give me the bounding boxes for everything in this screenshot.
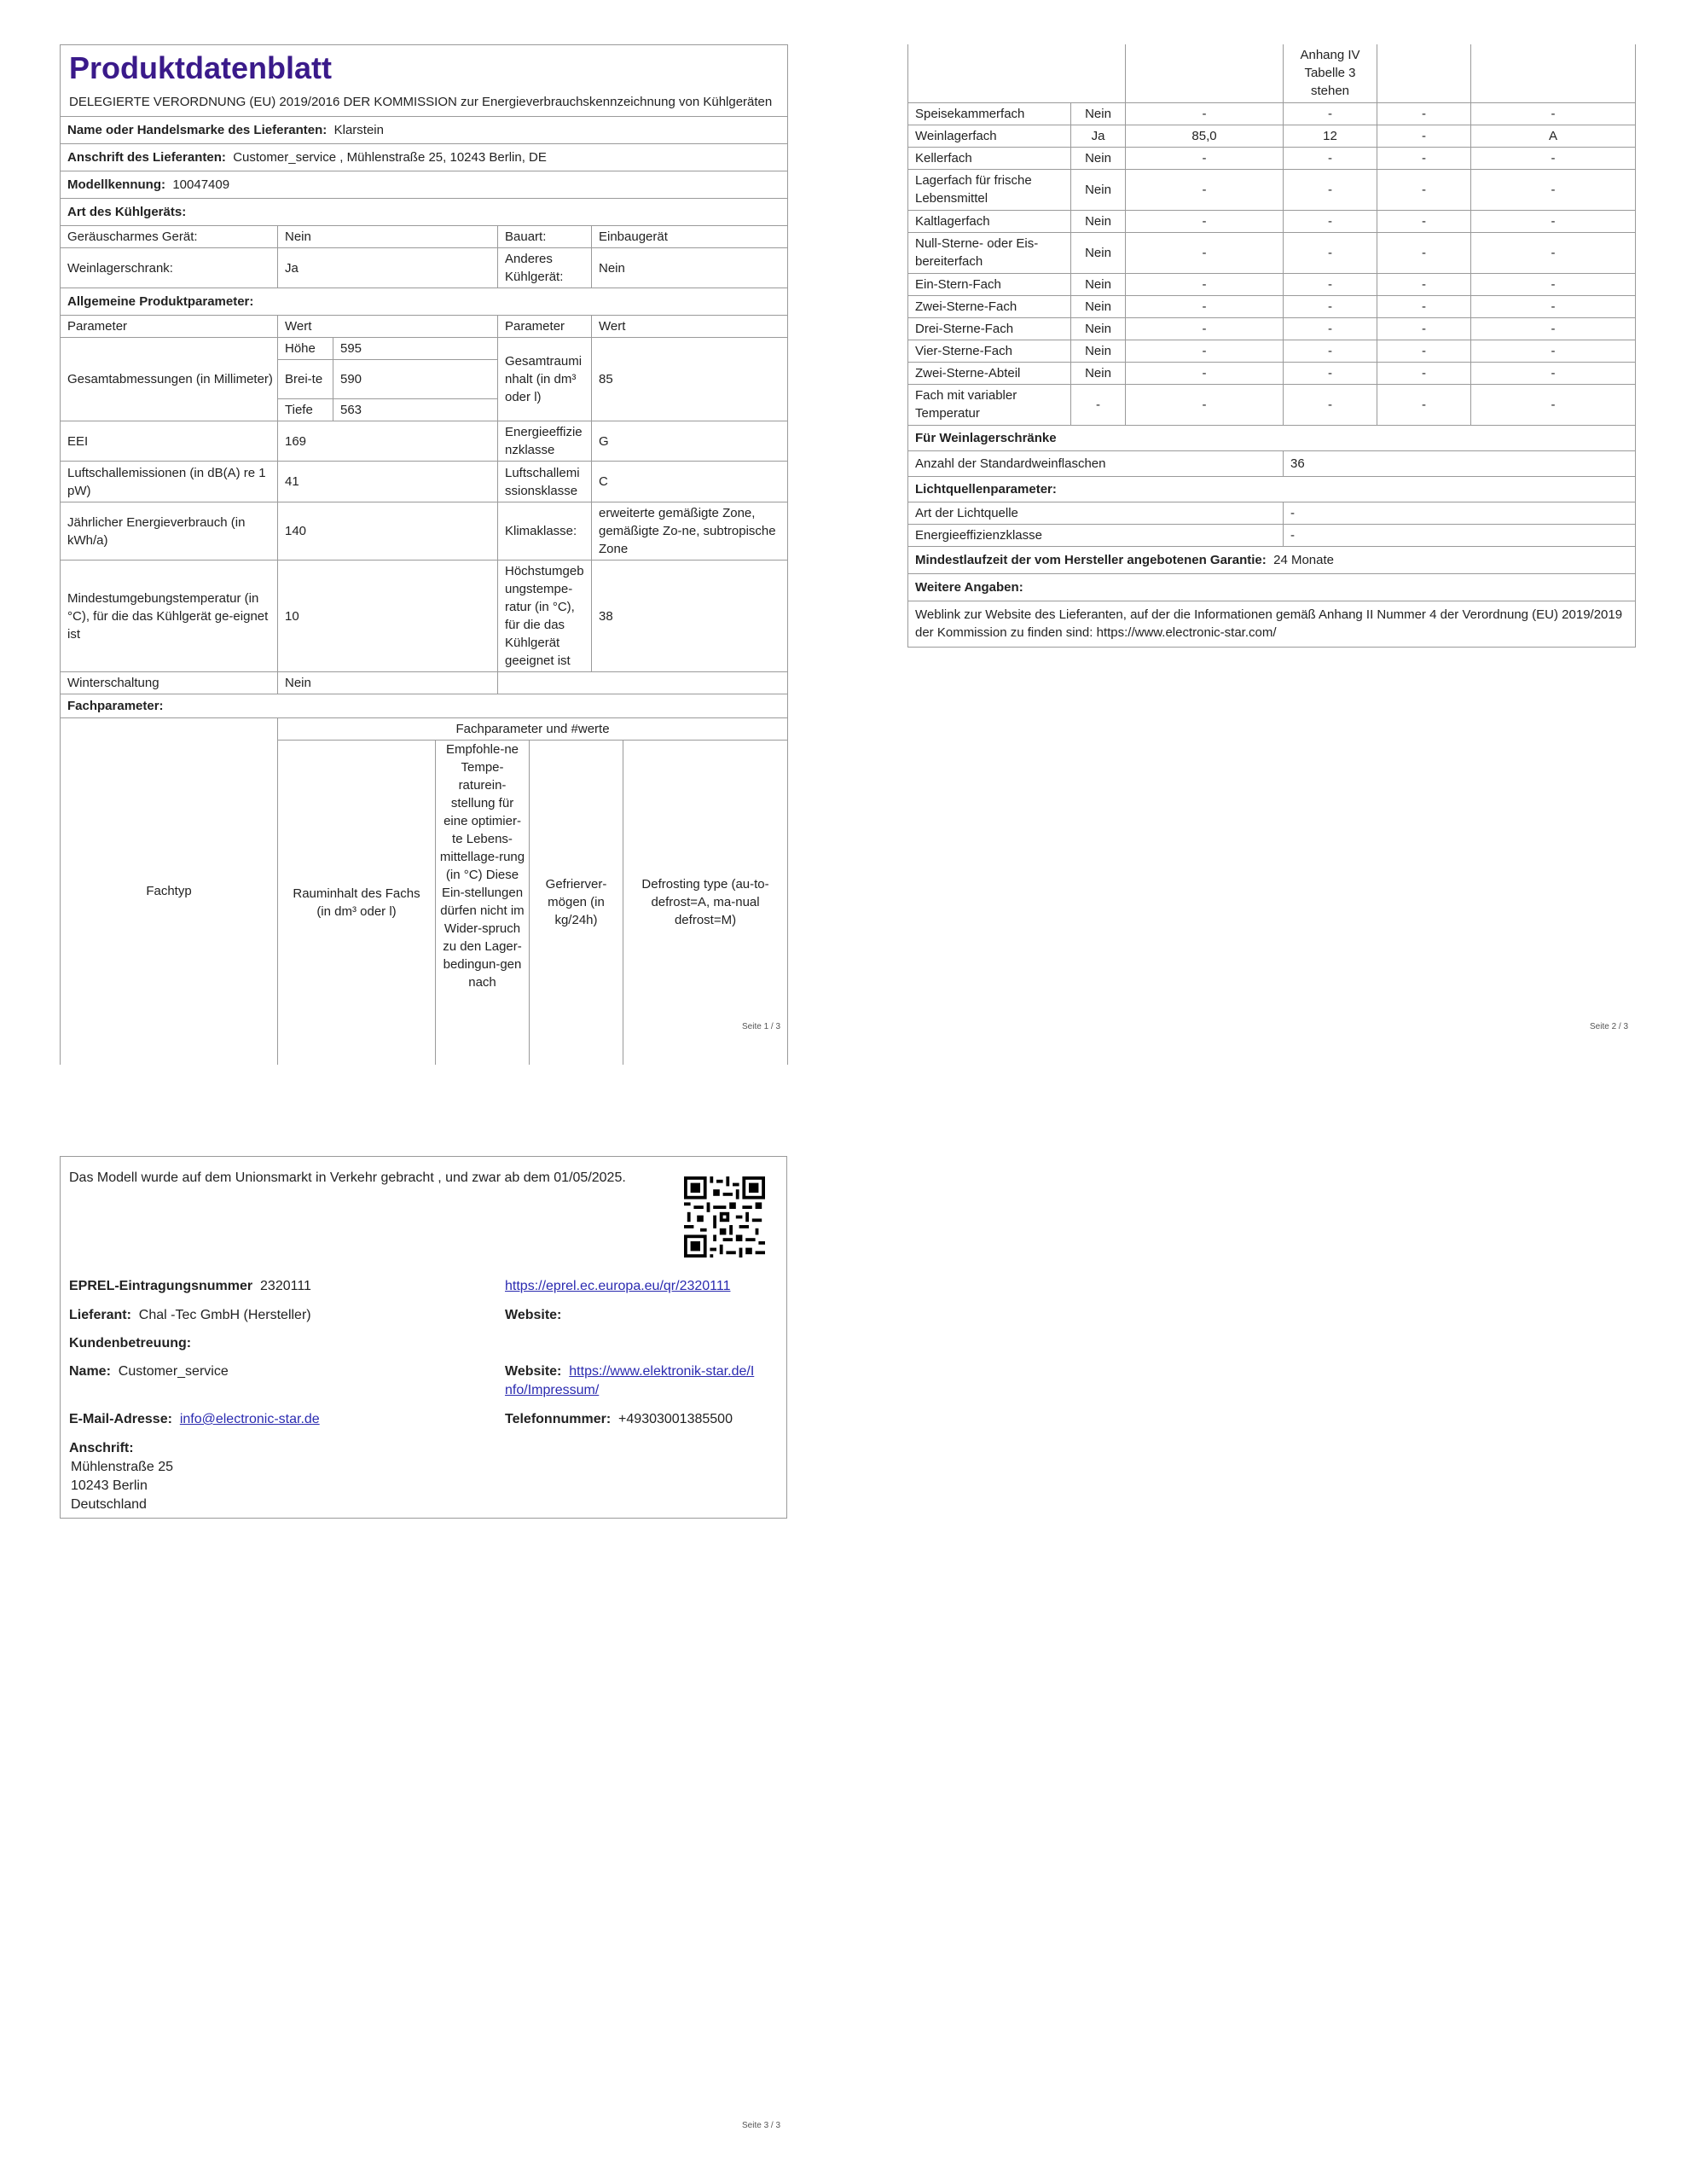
compartment-value: - bbox=[1377, 147, 1471, 169]
light-param-label: Art der Lichtquelle bbox=[908, 502, 1284, 524]
compartment-value: - bbox=[1284, 340, 1377, 362]
compartment-name: Zwei-Sterne-Fach bbox=[908, 295, 1071, 317]
model-label: Modellkennung: bbox=[67, 177, 165, 192]
compartment-row bbox=[908, 125, 1636, 147]
warranty-row bbox=[908, 546, 1636, 573]
compartment-value: - bbox=[1126, 210, 1284, 232]
type-cell: Anderes Kühlgerät: bbox=[498, 248, 592, 288]
param-value: 169 bbox=[278, 421, 498, 462]
phone-value: +49303001385500 bbox=[618, 1412, 733, 1426]
compartment-value: - bbox=[1377, 384, 1471, 425]
phone-label: Telefonnummer: bbox=[505, 1412, 612, 1426]
compartment-value: - bbox=[1126, 102, 1284, 125]
param-label: Luftschallemissionen (in dB(A) re 1 pW) bbox=[61, 462, 278, 502]
dimension-name: Brei-te bbox=[278, 360, 333, 399]
type-heading: Art des Kühlgeräts: bbox=[61, 199, 788, 226]
light-param-value: - bbox=[1284, 524, 1636, 546]
customer-service-heading: Kundenbetreuung: bbox=[69, 1336, 192, 1350]
address-line: Deutschland bbox=[71, 1497, 147, 1512]
compartment-row bbox=[908, 295, 1636, 317]
page-footer: Seite 1 / 3 bbox=[742, 1022, 781, 1031]
compartment-value: - bbox=[1471, 210, 1636, 232]
param-value: erweiterte gemäßigte Zone, gemäßigte Zo-ne, subtropische Zone bbox=[592, 502, 788, 561]
compartment-value: - bbox=[1471, 273, 1636, 295]
customer-website-link[interactable]: https://www.elektronik-star.de/I bbox=[569, 1364, 755, 1379]
compartment-type-header: Fachtyp bbox=[61, 718, 278, 1065]
compartment-value: - bbox=[1377, 273, 1471, 295]
contact-name-label: Name: bbox=[69, 1364, 111, 1379]
page-2 bbox=[907, 44, 1635, 648]
compartment-value: - bbox=[1126, 169, 1284, 210]
compartment-value: - bbox=[1377, 362, 1471, 384]
compartment-value: - bbox=[1284, 362, 1377, 384]
compartment-value: - bbox=[1377, 317, 1471, 340]
compartment-value: - bbox=[1284, 102, 1377, 125]
dimension-name: Höhe bbox=[278, 338, 333, 360]
param-label: EEI bbox=[61, 421, 278, 462]
regulation-subtitle: DELEGIERTE VERORDNUNG (EU) 2019/2016 DER KOMMISSION zur Energieverbrauchskennzeichnung von Kühlgeräten bbox=[69, 95, 773, 109]
compartment-value: Nein bbox=[1071, 232, 1126, 273]
param-header: Parameter bbox=[61, 316, 278, 338]
compartment-value: - bbox=[1126, 273, 1284, 295]
compartment-value: 12 bbox=[1284, 125, 1377, 147]
param-header: Wert bbox=[592, 316, 788, 338]
param-value: 10 bbox=[278, 561, 498, 672]
compartment-value: - bbox=[1126, 362, 1284, 384]
param-value: 140 bbox=[278, 502, 498, 561]
compartment-defrost-header: Defrosting type (au-to-defrost=A, ma-nual defrost=M) bbox=[623, 741, 788, 1065]
compartment-name: Fach mit variabler Temperatur bbox=[908, 384, 1071, 425]
compartment-value: Nein bbox=[1071, 317, 1126, 340]
total-volume-value: 85 bbox=[592, 338, 788, 421]
contact-name-row bbox=[69, 1362, 229, 1381]
dimensions-label: Gesamtabmessungen (in Millimeter) bbox=[61, 338, 278, 421]
compartment-value: - bbox=[1377, 210, 1471, 232]
warranty-value: 24 Monate bbox=[1273, 552, 1334, 567]
compartment-name: Speisekammerfach bbox=[908, 102, 1071, 125]
compartment-value: - bbox=[1126, 317, 1284, 340]
param-label: Energieeffizienzklasse bbox=[498, 421, 592, 462]
supplier-value: Klarstein bbox=[333, 123, 384, 137]
param-value: G bbox=[592, 421, 788, 462]
address-line: Mühlenstraße 25 bbox=[71, 1460, 174, 1474]
compartment-value: A bbox=[1471, 125, 1636, 147]
address-heading: Anschrift: bbox=[69, 1441, 134, 1455]
compartment-value: - bbox=[1284, 317, 1377, 340]
param-value: 38 bbox=[592, 561, 788, 672]
compartment-name: Kaltlagerfach bbox=[908, 210, 1071, 232]
param-value: C bbox=[592, 462, 788, 502]
empty-cell bbox=[498, 672, 788, 694]
light-param-label: Energieeffizienzklasse bbox=[908, 524, 1284, 546]
eprel-value: 2320111 bbox=[260, 1279, 311, 1293]
dimension-name: Tiefe bbox=[278, 399, 333, 421]
compartment-row bbox=[908, 340, 1636, 362]
dimension-value: 595 bbox=[333, 338, 498, 360]
compartment-value: - bbox=[1471, 232, 1636, 273]
product-sheet-table-page-1 bbox=[60, 44, 788, 718]
address-label: Anschrift des Lieferanten: bbox=[67, 150, 226, 165]
empty-cell bbox=[908, 44, 1126, 102]
wine-bottles-label: Anzahl der Standardweinflaschen bbox=[908, 450, 1284, 476]
compartment-header-table bbox=[60, 717, 788, 1065]
compartment-value: - bbox=[1377, 102, 1471, 125]
param-value: 41 bbox=[278, 462, 498, 502]
compartment-value: - bbox=[1377, 340, 1471, 362]
email-link[interactable]: info@electronic-star.de bbox=[179, 1412, 320, 1426]
type-cell: Nein bbox=[278, 226, 498, 248]
supplier-label: Name oder Handelsmarke des Lieferanten: bbox=[67, 123, 328, 137]
compartment-value: - bbox=[1377, 169, 1471, 210]
wine-cabinet-heading: Für Weinlagerschränke bbox=[908, 425, 1636, 450]
supplier-weblink-text: Weblink zur Website des Lieferanten, auf der die Informationen gemäß Anhang II Nummer 4 der Verordnung (EU) 2019/2019 der Kommission zu finden sind: https://www.electronic-star.com/ bbox=[908, 601, 1636, 647]
model-row bbox=[61, 171, 788, 199]
compartment-value: Nein bbox=[1071, 340, 1126, 362]
compartment-value: - bbox=[1471, 362, 1636, 384]
type-cell: Ja bbox=[278, 248, 498, 288]
supplier-label: Lieferant: bbox=[69, 1308, 131, 1322]
winter-switch-label: Winterschaltung bbox=[61, 672, 278, 694]
eprel-link[interactable]: https://eprel.ec.europa.eu/qr/2320111 bbox=[505, 1279, 731, 1293]
total-volume-label: Gesamtrauminhalt (in dm³ oder l) bbox=[498, 338, 592, 421]
compartment-value: Nein bbox=[1071, 295, 1126, 317]
contact-name-value: Customer_service bbox=[118, 1364, 229, 1379]
email-label: E-Mail-Adresse: bbox=[69, 1412, 172, 1426]
param-label: Jährlicher Energieverbrauch (in kWh/a) bbox=[61, 502, 278, 561]
address-row bbox=[61, 144, 788, 171]
compartment-value: - bbox=[1126, 384, 1284, 425]
supplier-row bbox=[61, 117, 788, 144]
email-row bbox=[69, 1410, 320, 1429]
market-placement-text: Das Modell wurde auf dem Unionsmarkt in Verkehr gebracht , und zwar ab dem 01/05/2025. bbox=[69, 1170, 626, 1185]
compartment-name: Null-Sterne- oder Eis-bereiterfach bbox=[908, 232, 1071, 273]
compartment-row bbox=[908, 384, 1636, 425]
compartment-value: - bbox=[1126, 340, 1284, 362]
customer-website-link-continued[interactable]: nfo/Impressum/ bbox=[505, 1383, 600, 1397]
compartment-row bbox=[908, 147, 1636, 169]
winter-switch-value: Nein bbox=[278, 672, 498, 694]
dimension-value: 590 bbox=[333, 360, 498, 399]
compartment-value: Nein bbox=[1071, 102, 1126, 125]
type-cell: Weinlagerschrank: bbox=[61, 248, 278, 288]
compartment-row bbox=[908, 362, 1636, 384]
address-value: Customer_service , Mühlenstraße 25, 10243 Berlin, DE bbox=[233, 150, 547, 165]
compartment-volume-header: Rauminhalt des Fachs (in dm³ oder l) bbox=[278, 741, 436, 1065]
page-footer: Seite 2 / 3 bbox=[1590, 1022, 1629, 1031]
compartment-row bbox=[908, 169, 1636, 210]
param-header: Wert bbox=[278, 316, 498, 338]
type-cell: Nein bbox=[592, 248, 788, 288]
compartment-value: - bbox=[1284, 273, 1377, 295]
compartment-name: Lagerfach für frische Lebensmittel bbox=[908, 169, 1071, 210]
compartment-value: Ja bbox=[1071, 125, 1126, 147]
compartment-name: Vier-Sterne-Fach bbox=[908, 340, 1071, 362]
compartment-value: - bbox=[1284, 232, 1377, 273]
phone-row bbox=[505, 1410, 733, 1429]
compartment-value: - bbox=[1471, 317, 1636, 340]
compartment-value: 85,0 bbox=[1126, 125, 1284, 147]
compartment-name: Weinlagerfach bbox=[908, 125, 1071, 147]
compartment-name: Zwei-Sterne-Abteil bbox=[908, 362, 1071, 384]
compartment-freezing-header: Gefrierver-mögen (in kg/24h) bbox=[530, 741, 623, 1065]
empty-cell bbox=[1471, 44, 1636, 102]
page-1 bbox=[60, 44, 787, 1065]
light-source-heading: Lichtquellenparameter: bbox=[908, 476, 1636, 502]
qr-code-icon[interactable] bbox=[684, 1176, 765, 1258]
compartment-temperature-header: Empfohle-ne Tempe-raturein-stellung für eine optimier-te Lebens-mittellage-rung (in °C) Diese Ein-stellungen dürfen nicht im Wider-spruch zu den Lager-bedingun-gen nach bbox=[436, 741, 530, 1065]
model-value: 10047409 bbox=[172, 177, 230, 192]
compartment-value: - bbox=[1377, 232, 1471, 273]
compartment-row bbox=[908, 273, 1636, 295]
param-label: Mindestumgebungstemperatur (in °C), für die das Kühlgerät ge-eignet ist bbox=[61, 561, 278, 672]
compartment-value: Nein bbox=[1071, 169, 1126, 210]
param-label: Klimaklasse: bbox=[498, 502, 592, 561]
supplier-value: Chal -Tec GmbH (Hersteller) bbox=[138, 1308, 311, 1322]
compartment-value: - bbox=[1284, 147, 1377, 169]
compartment-value: - bbox=[1471, 340, 1636, 362]
warranty-label: Mindestlaufzeit der vom Hersteller angebotenen Garantie: bbox=[915, 552, 1267, 567]
page-footer: Seite 3 / 3 bbox=[742, 2121, 781, 2130]
compartment-table-page-2 bbox=[907, 44, 1636, 103]
customer-website-row bbox=[505, 1362, 778, 1400]
param-header: Parameter bbox=[498, 316, 592, 338]
compartment-value: - bbox=[1284, 210, 1377, 232]
compartment-value: - bbox=[1471, 147, 1636, 169]
compartment-row bbox=[908, 317, 1636, 340]
compartment-rows-table bbox=[907, 102, 1636, 426]
compartment-value: - bbox=[1071, 384, 1126, 425]
type-cell: Geräuscharmes Gerät: bbox=[61, 226, 278, 248]
compartment-value: - bbox=[1377, 125, 1471, 147]
compartment-value: Nein bbox=[1071, 362, 1126, 384]
page-2-lower-table bbox=[907, 425, 1636, 648]
compartment-value: - bbox=[1284, 295, 1377, 317]
website-label: Website: bbox=[505, 1308, 562, 1322]
temperature-header-continuation: Anhang IV Tabelle 3 stehen bbox=[1284, 44, 1377, 102]
eprel-row bbox=[69, 1277, 311, 1296]
empty-cell bbox=[1126, 44, 1284, 102]
compartment-value: - bbox=[1471, 102, 1636, 125]
compartment-name: Kellerfach bbox=[908, 147, 1071, 169]
param-label: Luftschallemissionsklasse bbox=[498, 462, 592, 502]
type-cell: Einbaugerät bbox=[592, 226, 788, 248]
compartment-value: - bbox=[1377, 295, 1471, 317]
compartment-params-heading: Fachparameter: bbox=[61, 694, 788, 718]
compartment-name: Ein-Stern-Fach bbox=[908, 273, 1071, 295]
document-title: Produktdatenblatt bbox=[69, 50, 333, 85]
compartment-value: - bbox=[1284, 384, 1377, 425]
compartment-value: - bbox=[1126, 232, 1284, 273]
compartment-row bbox=[908, 102, 1636, 125]
compartment-value: - bbox=[1471, 384, 1636, 425]
address-line: 10243 Berlin bbox=[71, 1478, 148, 1493]
compartment-name: Drei-Sterne-Fach bbox=[908, 317, 1071, 340]
wine-bottles-value: 36 bbox=[1284, 450, 1636, 476]
compartment-row bbox=[908, 232, 1636, 273]
compartment-value: - bbox=[1471, 169, 1636, 210]
type-cell: Bauart: bbox=[498, 226, 592, 248]
more-info-heading: Weitere Angaben: bbox=[908, 573, 1636, 601]
compartment-group-header: Fachparameter und #werte bbox=[278, 718, 788, 741]
compartment-value: Nein bbox=[1071, 273, 1126, 295]
empty-cell bbox=[1377, 44, 1471, 102]
dimension-value: 563 bbox=[333, 399, 498, 421]
light-param-value: - bbox=[1284, 502, 1636, 524]
compartment-value: - bbox=[1471, 295, 1636, 317]
compartment-row bbox=[908, 210, 1636, 232]
compartment-value: - bbox=[1126, 295, 1284, 317]
eprel-label: EPREL-Eintragungsnummer bbox=[69, 1279, 253, 1293]
compartment-value: Nein bbox=[1071, 210, 1126, 232]
customer-website-label: Website: bbox=[505, 1364, 562, 1379]
supplier-row bbox=[69, 1306, 311, 1325]
compartment-value: - bbox=[1126, 147, 1284, 169]
compartment-value: - bbox=[1284, 169, 1377, 210]
page-3 bbox=[60, 1156, 787, 1519]
general-params-heading: Allgemeine Produktparameter: bbox=[61, 288, 788, 316]
compartment-value: Nein bbox=[1071, 147, 1126, 169]
param-label: Höchstumgebungstempe-ratur (in °C), für die das Kühlgerät geeignet ist bbox=[498, 561, 592, 672]
